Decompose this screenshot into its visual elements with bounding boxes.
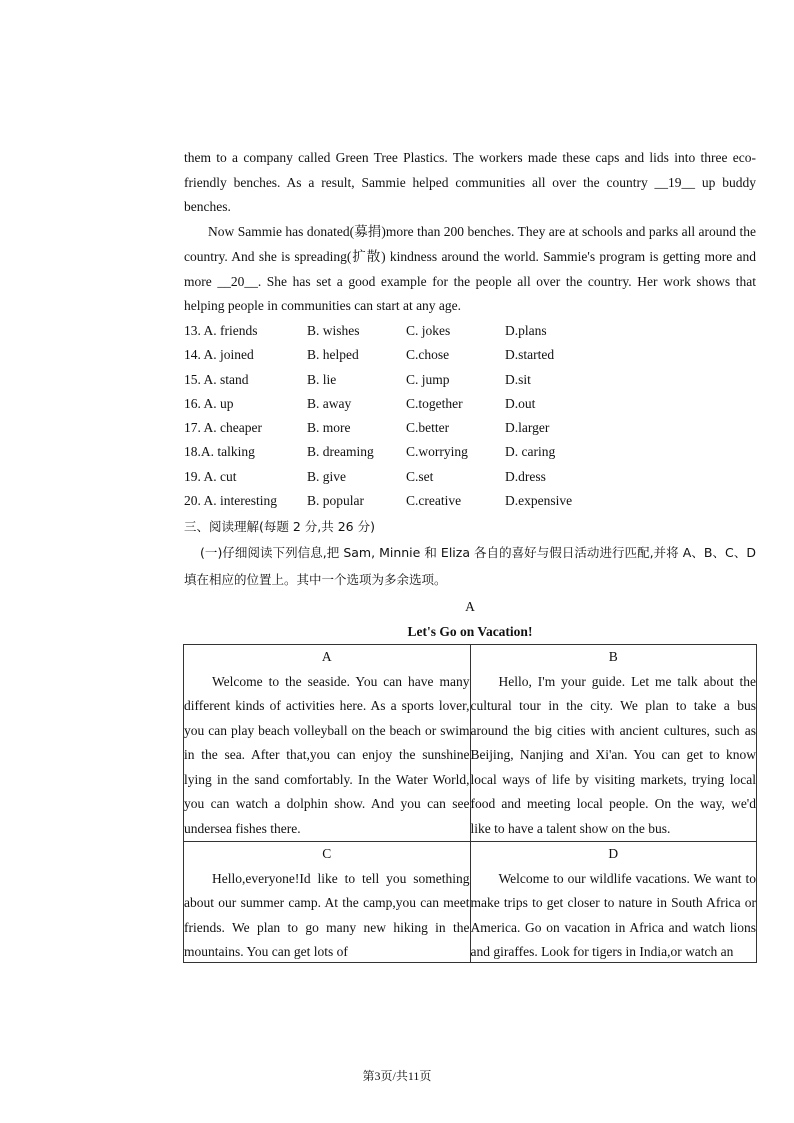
option-c: C.creative	[406, 493, 462, 508]
option-row-20	[184, 489, 756, 513]
vacation-cell-b	[470, 645, 757, 842]
option-row-18	[184, 440, 756, 464]
cell-clip	[184, 842, 470, 962]
table-row	[184, 645, 757, 842]
option-a: 17. A. cheaper	[184, 420, 262, 436]
cell-text: Hello,everyone!Id like to tell you something about our summer camp. At the camp,you can meet friends. We plan to go many new hiking in the mountains. You can get lots of	[184, 870, 470, 960]
cell-label: A	[321, 649, 332, 665]
vacation-cell-a	[184, 645, 471, 842]
passage-paragraph-2: Now Sammie has donated(募捐)more than 200 benches. They are at schools and parks all around the country. And she is spreading(扩散) kindness around the world. Sammie's program is getting more and more __20__. She has set a good example for the people all over the country. Her work shows that helping people in communities can start at any age.	[184, 224, 756, 314]
cell-label: B	[608, 649, 618, 665]
option-d: D. caring	[505, 444, 556, 460]
option-c: C.together	[406, 395, 463, 411]
option-b: B. away	[307, 395, 352, 411]
options-list	[184, 319, 756, 513]
passage-letter: A	[465, 599, 475, 615]
option-row-19	[184, 465, 756, 489]
cell-text: Hello, I'm your guide. Let me talk about the cultural tour in the city. We plan to take a bus around the big cities with ancient cultures, such as Beijing, Nanjing and Xi'an. You can get to know local ways of life by visiting markets, trying local food and meeting local people. On the way, we'd like to have a talent show on the bus.	[470, 673, 756, 836]
cell-label: C	[322, 846, 332, 862]
page-footer: 第3页/共11页	[362, 1069, 432, 1083]
option-c: C.better	[406, 420, 450, 436]
vacation-cell-c	[184, 842, 471, 963]
option-b: B. give	[307, 468, 346, 484]
option-d: D.sit	[505, 371, 531, 387]
option-row-13	[184, 319, 756, 343]
option-d: D.expensive	[505, 493, 573, 508]
option-b: B. helped	[307, 347, 359, 363]
option-c: C.chose	[406, 347, 450, 363]
option-d: D.out	[505, 395, 536, 411]
option-d: D.larger	[505, 420, 550, 436]
option-a: 19. A. cut	[184, 468, 237, 484]
option-d: D.plans	[505, 322, 547, 338]
section-title: 三、阅读理解(每题 2 分,共 26 分)	[184, 519, 375, 535]
page-content	[184, 146, 756, 963]
vacation-cell-d	[470, 842, 757, 963]
option-d: D.dress	[505, 468, 546, 484]
passage-title: Let's Go on Vacation!	[407, 624, 533, 640]
option-a: 20. A. interesting	[184, 493, 277, 508]
cell-text: Welcome to the seaside. You can have many different kinds of activities here. As a sports lover, you can play beach volleyball on the beach or swim in the sea. After that,you can enjoy the sunshine lying in the sand comfortably. In the Water World, you can watch a dolphin show. And you can see undersea fishes there.	[184, 673, 470, 836]
option-a: 13. A. friends	[184, 322, 258, 338]
option-b: B. lie	[307, 371, 337, 387]
option-c: C.set	[406, 468, 434, 484]
option-b: B. popular	[307, 493, 364, 508]
option-row-14	[184, 343, 756, 367]
option-c: C. jump	[406, 371, 450, 387]
option-b: B. dreaming	[307, 444, 374, 460]
cell-label: D	[608, 846, 619, 862]
passage-paragraph-1: them to a company called Green Tree Plastics. The workers made these caps and lids into three eco-friendly benches. As a result, Sammie helped communities all over the country __19__ up buddy benches.	[184, 150, 756, 215]
cell-text: Welcome to our wildlife vacations. We want to make trips to get closer to nature in South Africa or America. Go on vacation in Africa and watch lions and giraffes. Look for tigers in India,or watch an	[470, 870, 756, 960]
option-b: B. wishes	[307, 322, 360, 338]
option-a: 14. A. joined	[184, 347, 254, 363]
vacation-table	[183, 644, 757, 963]
option-c: C. jokes	[406, 322, 451, 338]
option-a: 15. A. stand	[184, 371, 249, 387]
option-row-17	[184, 416, 756, 440]
option-a: 16. A. up	[184, 395, 234, 411]
option-row-15	[184, 368, 756, 392]
table-row	[184, 842, 757, 963]
option-b: B. more	[307, 420, 351, 436]
cell-clip	[471, 842, 757, 962]
option-a: 18.A. talking	[184, 444, 255, 460]
section-instruction: (一)仔细阅读下列信息,把 Sam, Minnie 和 Eliza 各自的喜好与假日活动进行匹配,并将 A、B、C、D 填在相应的位置上。其中一个选项为多余选项。	[184, 545, 756, 588]
option-row-16	[184, 392, 756, 416]
option-c: C.worrying	[406, 444, 468, 460]
option-d: D.started	[505, 347, 555, 363]
